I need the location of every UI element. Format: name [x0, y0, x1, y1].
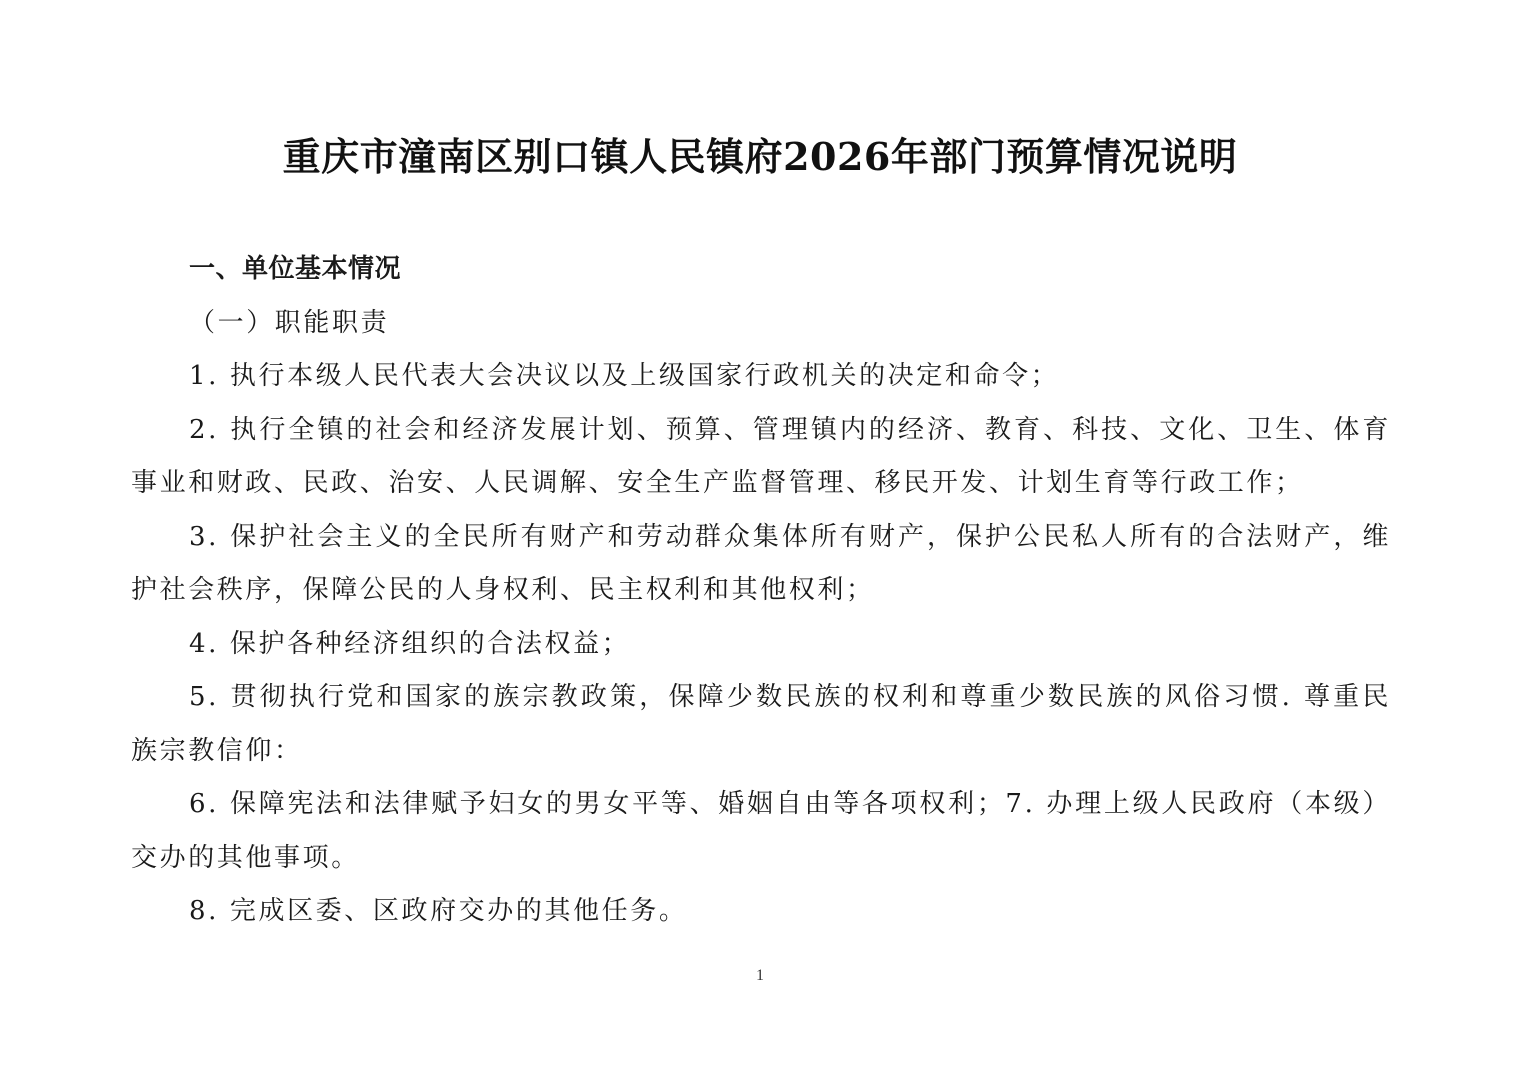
document-body	[131, 243, 1391, 939]
paragraph-duty-1: 1. 执行本级人民代表大会决议以及上级国家行政机关的决定和命令；	[189, 361, 1060, 391]
paragraph-duty-4: 4. 保护各种经济组织的合法权益；	[189, 628, 631, 659]
paragraph-duty-6: 6. 保障宪法和法律赋予妇女的男女平等、婚姻自由等各项权利；7. 办理上级人民政府（本级）交办的其他事项。	[131, 789, 1391, 873]
section-heading: 一、单位基本情况	[189, 254, 402, 284]
paragraph-duty-8: 8. 完成区委、区政府交办的其他任务。	[189, 896, 688, 926]
subsection-heading: （一）职能职责	[189, 307, 390, 338]
paragraph-duty-5: 5. 贯彻执行党和国家的族宗教政策，保障少数民族的权利和尊重少数民族的风俗习惯. 尊重民族宗教信仰：	[131, 682, 1391, 766]
document-title: 重庆市潼南区别口镇人民镇府2026年部门预算情况说明	[282, 134, 1238, 179]
paragraph-duty-3: 3. 保护社会主义的全民所有财产和劳动群众集体所有财产，保护公民私人所有的合法财产，维护社会秩序，保障公民的人身权利、民主权利和其他权利；	[131, 521, 1391, 605]
paragraph-duty-2: 2. 执行全镇的社会和经济发展计划、预算、管理镇内的经济、教育、科技、文化、卫生、体育事业和财政、民政、治安、人民调解、安全生产监督管理、移民开发、计划生育等行政工作；	[131, 414, 1391, 498]
page-number: 1	[756, 967, 764, 984]
